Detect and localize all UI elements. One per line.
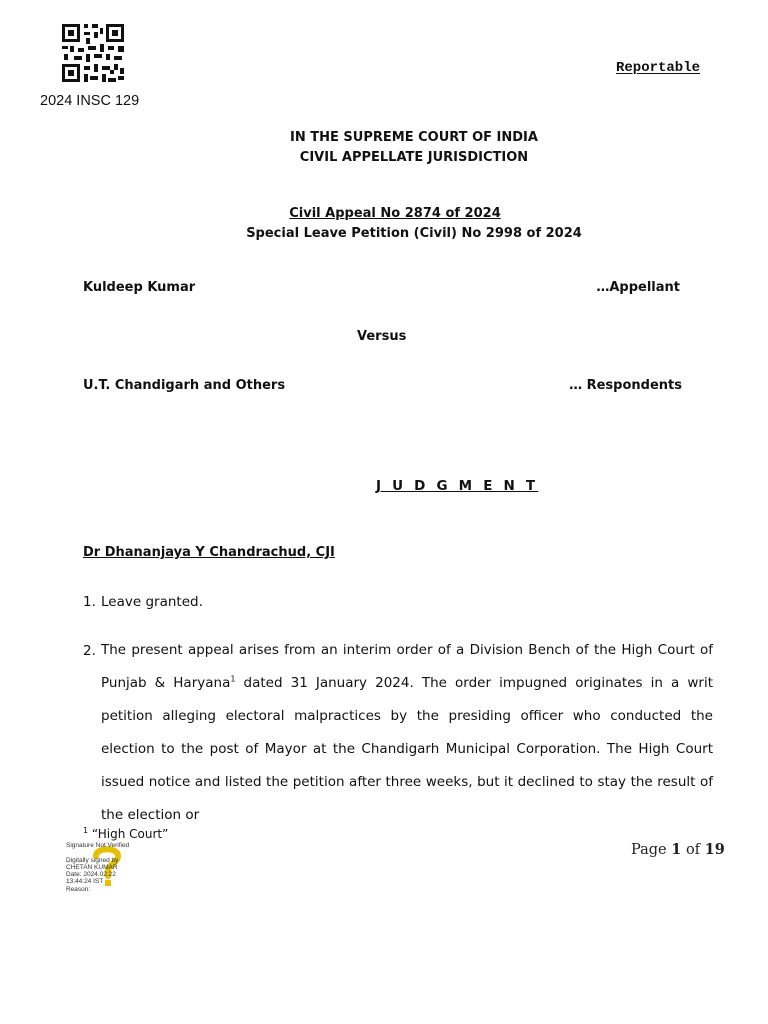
page-total: 19 bbox=[704, 841, 725, 858]
court-heading bbox=[0, 128, 768, 167]
respondent-name: U.T. Chandigarh and Others bbox=[83, 378, 286, 393]
reportable-label: Reportable bbox=[616, 60, 701, 76]
versus-label: Versus bbox=[357, 329, 407, 344]
page-indicator bbox=[631, 841, 725, 858]
court-name: IN THE SUPREME COURT OF INDIA bbox=[290, 130, 538, 145]
paragraph-2 bbox=[83, 642, 713, 832]
paragraph-text-part-b: dated 31 January 2024. The order impugned originates in a writ petition alleging electoral malpractices by the presiding officer who conducted the election to the post of Mayor at the Chandigarh Municipal Corporation. The High Court issued notice and listed the petition after three weeks, but it declined to stay the result of the election or bbox=[101, 675, 713, 823]
page-label: Page bbox=[631, 842, 667, 858]
qr-code-icon bbox=[60, 22, 126, 84]
case-numbers bbox=[0, 204, 768, 243]
appellant-name: Kuldeep Kumar bbox=[83, 280, 196, 295]
page-of: of bbox=[685, 842, 701, 858]
appeal-number: Civil Appeal No 2874 of 2024 bbox=[289, 206, 501, 221]
footnote bbox=[83, 827, 168, 841]
footnote-text: “High Court” bbox=[88, 827, 169, 841]
paragraph-text: Leave granted. bbox=[101, 594, 203, 610]
paragraph-number: 2. bbox=[83, 643, 96, 659]
appellant-role: …Appellant bbox=[596, 280, 680, 295]
jurisdiction: CIVIL APPELLATE JURISDICTION bbox=[299, 149, 529, 165]
paragraph-text-part-a: The present appeal arises from an interim order of a Division Bench of the High Court of Punjab & Haryana bbox=[101, 642, 713, 691]
digital-signature-block bbox=[66, 842, 176, 893]
paragraph-text bbox=[101, 634, 713, 832]
judgment-author: Dr Dhananjaya Y Chandrachud, CJI bbox=[83, 545, 335, 560]
slp-number: Special Leave Petition (Civil) No 2998 of 2024 bbox=[246, 225, 582, 241]
signature-text: Signature Not Verified Digitally signed by CHETAN KUMAR Date: 2024.02.22 13:44:24 IST Reason: bbox=[66, 842, 130, 893]
footnote-reference[interactable]: 1 bbox=[230, 674, 236, 684]
footnote-number: 1 bbox=[83, 826, 89, 835]
paragraph-number: 1. bbox=[83, 594, 96, 610]
neutral-citation: 2024 INSC 129 bbox=[40, 93, 140, 109]
judgment-heading: J U D G M E N T bbox=[376, 478, 539, 494]
respondent-role: … Respondents bbox=[569, 378, 682, 393]
page-current: 1 bbox=[671, 841, 682, 858]
paragraph-1 bbox=[83, 594, 203, 610]
